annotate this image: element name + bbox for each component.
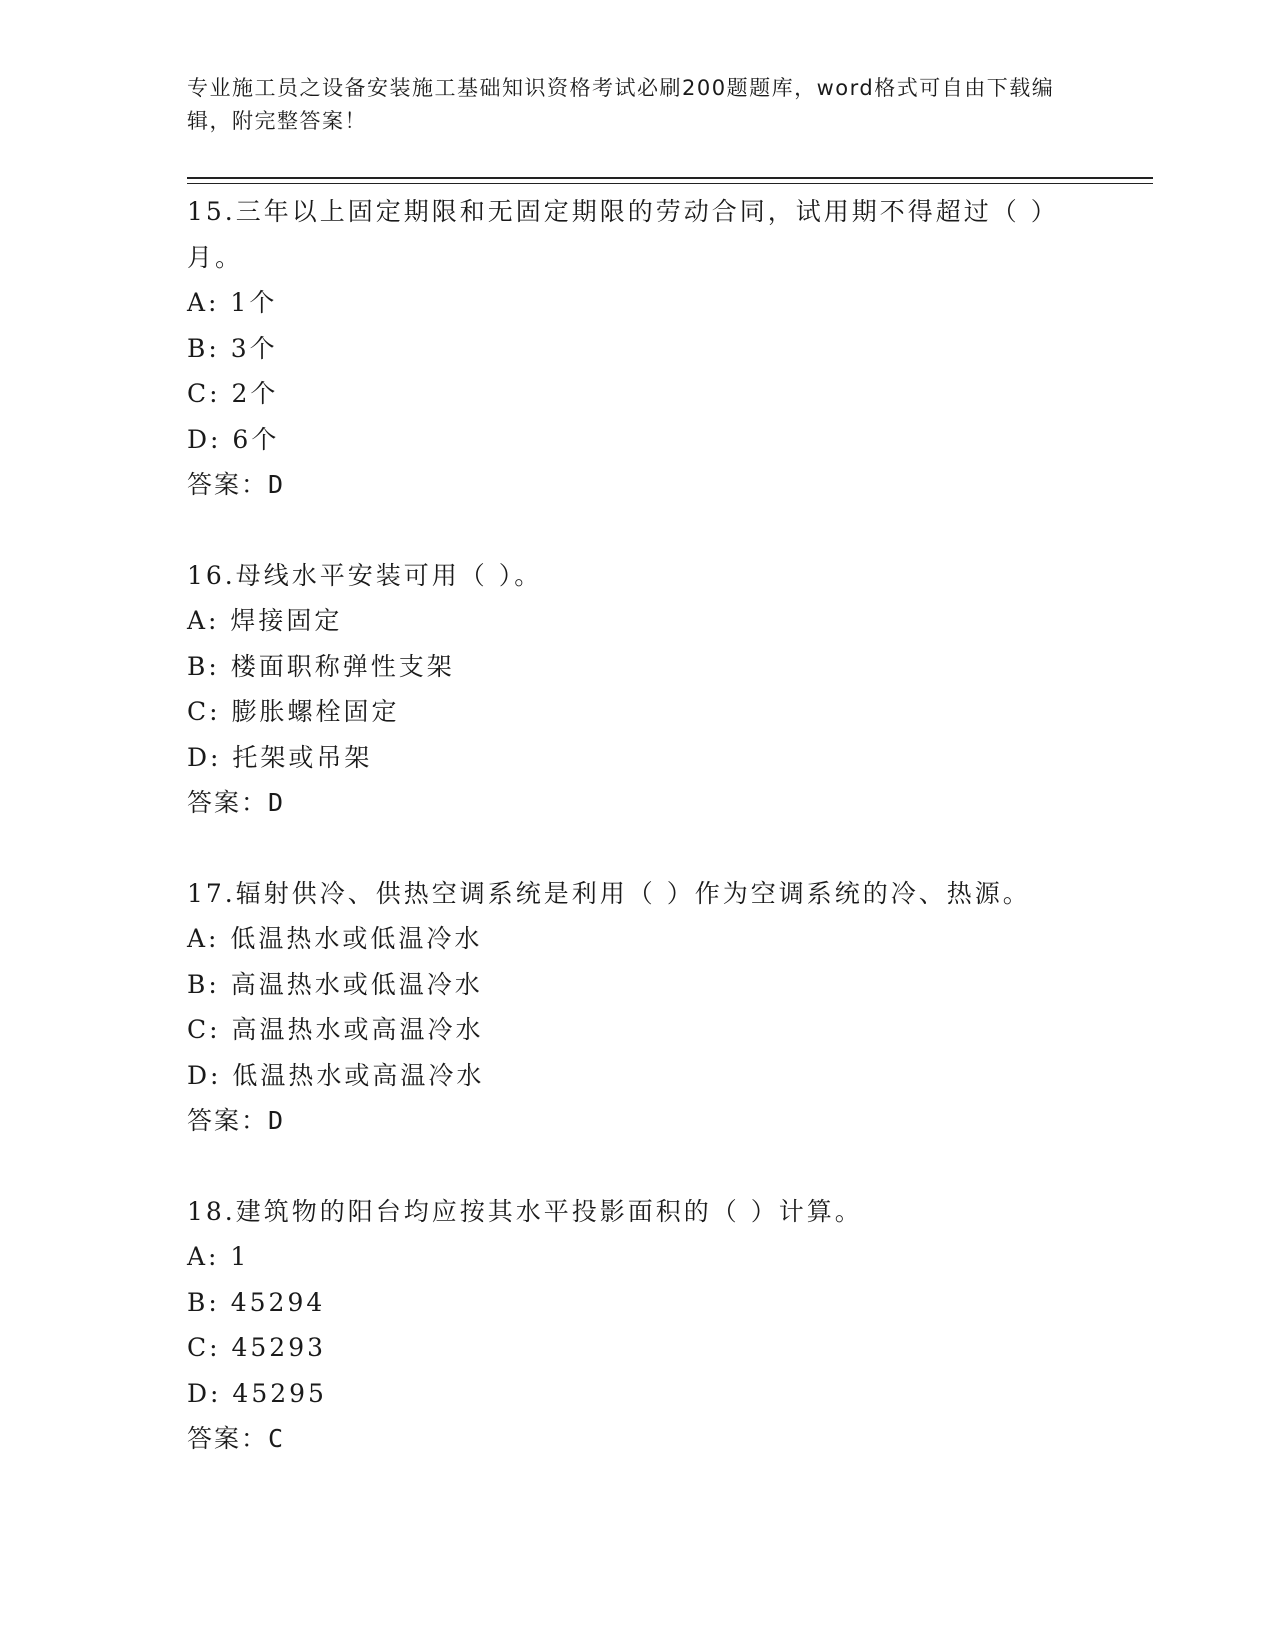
option-c: C: 45293 [187,1333,327,1362]
option-a: A: 1个 [187,288,278,317]
option-b: B: 45294 [187,1287,326,1317]
answer [187,462,1107,508]
answer-label: 答案： [187,788,269,817]
answer-value: C [268,1424,286,1453]
answer-label: 答案： [187,1106,269,1135]
option-d: D: 托架或吊架 [187,742,373,772]
question-18 [187,1189,1107,1462]
question-text: 17.辐射供冷、供热空调系统是利用（ ）作为空调系统的冷、热源。 [187,878,1031,908]
header-divider-thick [187,177,1153,179]
option-c: C: 高温热水或高温冷水 [187,1015,484,1044]
answer-label: 答案： [187,470,269,499]
option-c: C: 2个 [187,379,279,408]
option-a: A: 低温热水或低温冷水 [187,924,483,953]
option-d: D: 45295 [187,1378,327,1408]
answer [187,1098,1107,1144]
question-17 [187,871,1107,1144]
option-a: A: 1 [187,1242,250,1271]
answer [187,780,1107,826]
option-d: D: 6个 [187,424,280,454]
answer [187,1416,1107,1462]
question-15 [187,189,1107,508]
answer-value: D [268,470,286,499]
option-d: D: 低温热水或高温冷水 [187,1060,485,1090]
answer-value: D [268,788,286,817]
option-b: B: 3个 [187,333,278,363]
header-title: 专业施工员之设备安装施工基础知识资格考试必刷200题题库，word格式可自由下载编辑，附完整答案！ [187,76,1055,133]
option-c: C: 膨胀螺栓固定 [187,697,400,726]
answer-value: D [268,1106,286,1135]
option-a: A: 焊接固定 [187,606,343,635]
option-b: B: 高温热水或低温冷水 [187,969,483,999]
question-list [187,189,1107,1462]
question-text: 15.三年以上固定期限和无固定期限的劳动合同，试用期不得超过（ ）月。 [187,197,1059,272]
answer-label: 答案： [187,1424,269,1453]
option-b: B: 楼面职称弹性支架 [187,651,455,681]
question-16 [187,553,1107,826]
header-divider-thin [187,183,1153,184]
question-text: 18.建筑物的阳台均应按其水平投影面积的（ ）计算。 [187,1196,863,1226]
document-header [187,72,1067,138]
question-text: 16.母线水平安装可用（ ）。 [187,560,543,590]
